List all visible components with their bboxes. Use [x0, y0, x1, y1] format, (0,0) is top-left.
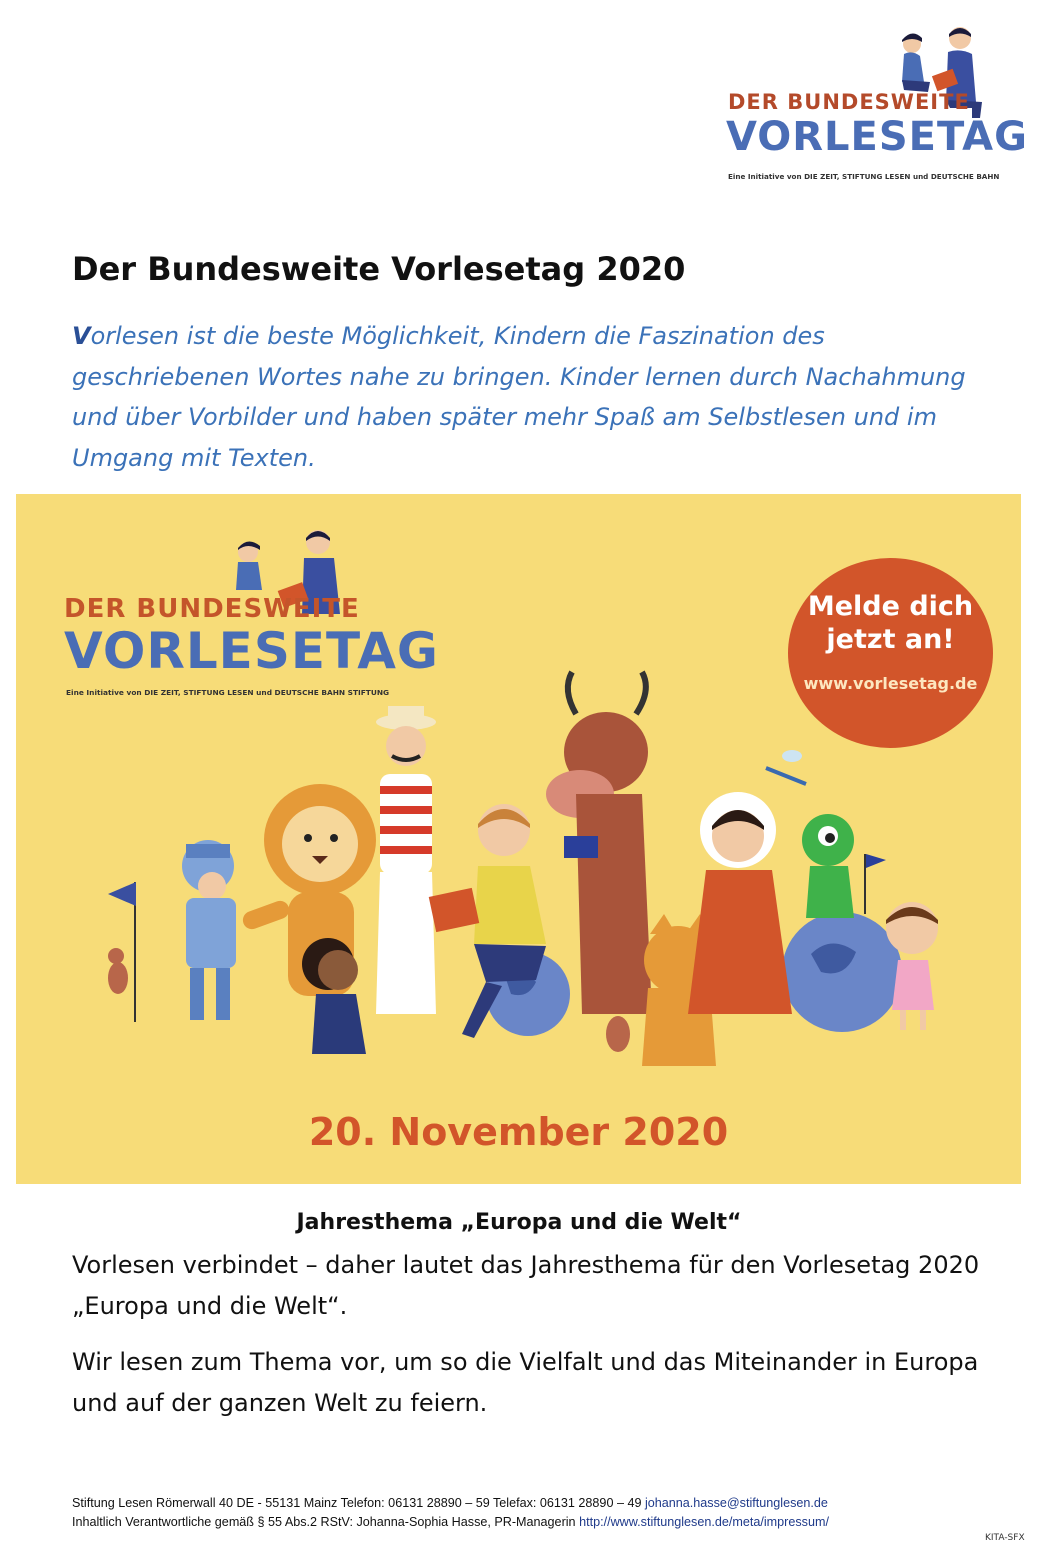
- logo-tagline: Eine Initiative von DIE ZEIT, STIFTUNG LESEN und DEUTSCHE BAHN: [728, 172, 1000, 181]
- footer-line-2: [72, 1513, 829, 1532]
- theme-paragraph-1: Vorlesen verbindet – daher lautet das Jahresthema für den Vorlesetag 2020 „Europa und die Welt“.: [72, 1251, 980, 1320]
- banner-logo-line1: DER BUNDESWEITE: [64, 594, 360, 624]
- theme-paragraph-2: Wir lesen zum Thema vor, um so die Vielfalt und das Miteinander in Europa und auf der ganzen Welt zu feiern.: [72, 1348, 979, 1417]
- badge-url[interactable]: www.vorlesetag.de: [803, 674, 978, 693]
- signup-badge[interactable]: [788, 558, 993, 748]
- vorlesetag-logo: [722, 22, 1032, 212]
- footer-email-link[interactable]: johanna.hasse@stiftunglesen.de: [644, 1496, 828, 1510]
- logo-line2: VORLESETAG: [726, 114, 1028, 160]
- badge-line1: Melde dich: [807, 591, 974, 622]
- footer-line-1: [72, 1494, 829, 1513]
- event-banner: [16, 494, 1021, 1184]
- signup-badge-text: [788, 590, 993, 656]
- watermark: KITA-SFX: [985, 1533, 1025, 1543]
- banner-logo-tagline: Eine Initiative von DIE ZEIT, STIFTUNG LESEN und DEUTSCHE BAHN STIFTUNG: [66, 688, 390, 697]
- page-title: Der Bundesweite Vorlesetag 2020: [72, 250, 686, 288]
- intro-paragraph: [72, 316, 972, 478]
- footer: [72, 1494, 829, 1532]
- theme-heading: Jahresthema „Europa und die Welt“: [296, 1210, 742, 1235]
- logo-line1: DER BUNDESWEITE: [728, 90, 970, 114]
- banner-logo-line2: VORLESETAG: [64, 622, 439, 680]
- intro-text: orlesen ist die beste Möglichkeit, Kindern die Faszination des geschriebenen Wortes nahe zu bringen. Kinder lernen durch Nachahmung und über Vorbilder und haben später mehr Spaß am Selbstlesen und im Umgang mit Texten.: [72, 322, 966, 472]
- footer-responsible: Inhaltlich Verantwortliche gemäß § 55 Abs.2 RStV: Johanna-Sophia Hasse, PR-Managerin: [72, 1515, 576, 1529]
- footer-impressum-link[interactable]: http://www.stiftunglesen.de/meta/impressum/: [579, 1515, 829, 1529]
- intro-first-letter: V: [72, 322, 91, 350]
- footer-address: Stiftung Lesen Römerwall 40 DE - 55131 Mainz Telefon: 06131 28890 – 59 Telefax: 06131 28890 – 49: [72, 1496, 642, 1510]
- badge-line2: jetzt an!: [826, 624, 955, 655]
- event-date: 20. November 2020: [308, 1110, 729, 1154]
